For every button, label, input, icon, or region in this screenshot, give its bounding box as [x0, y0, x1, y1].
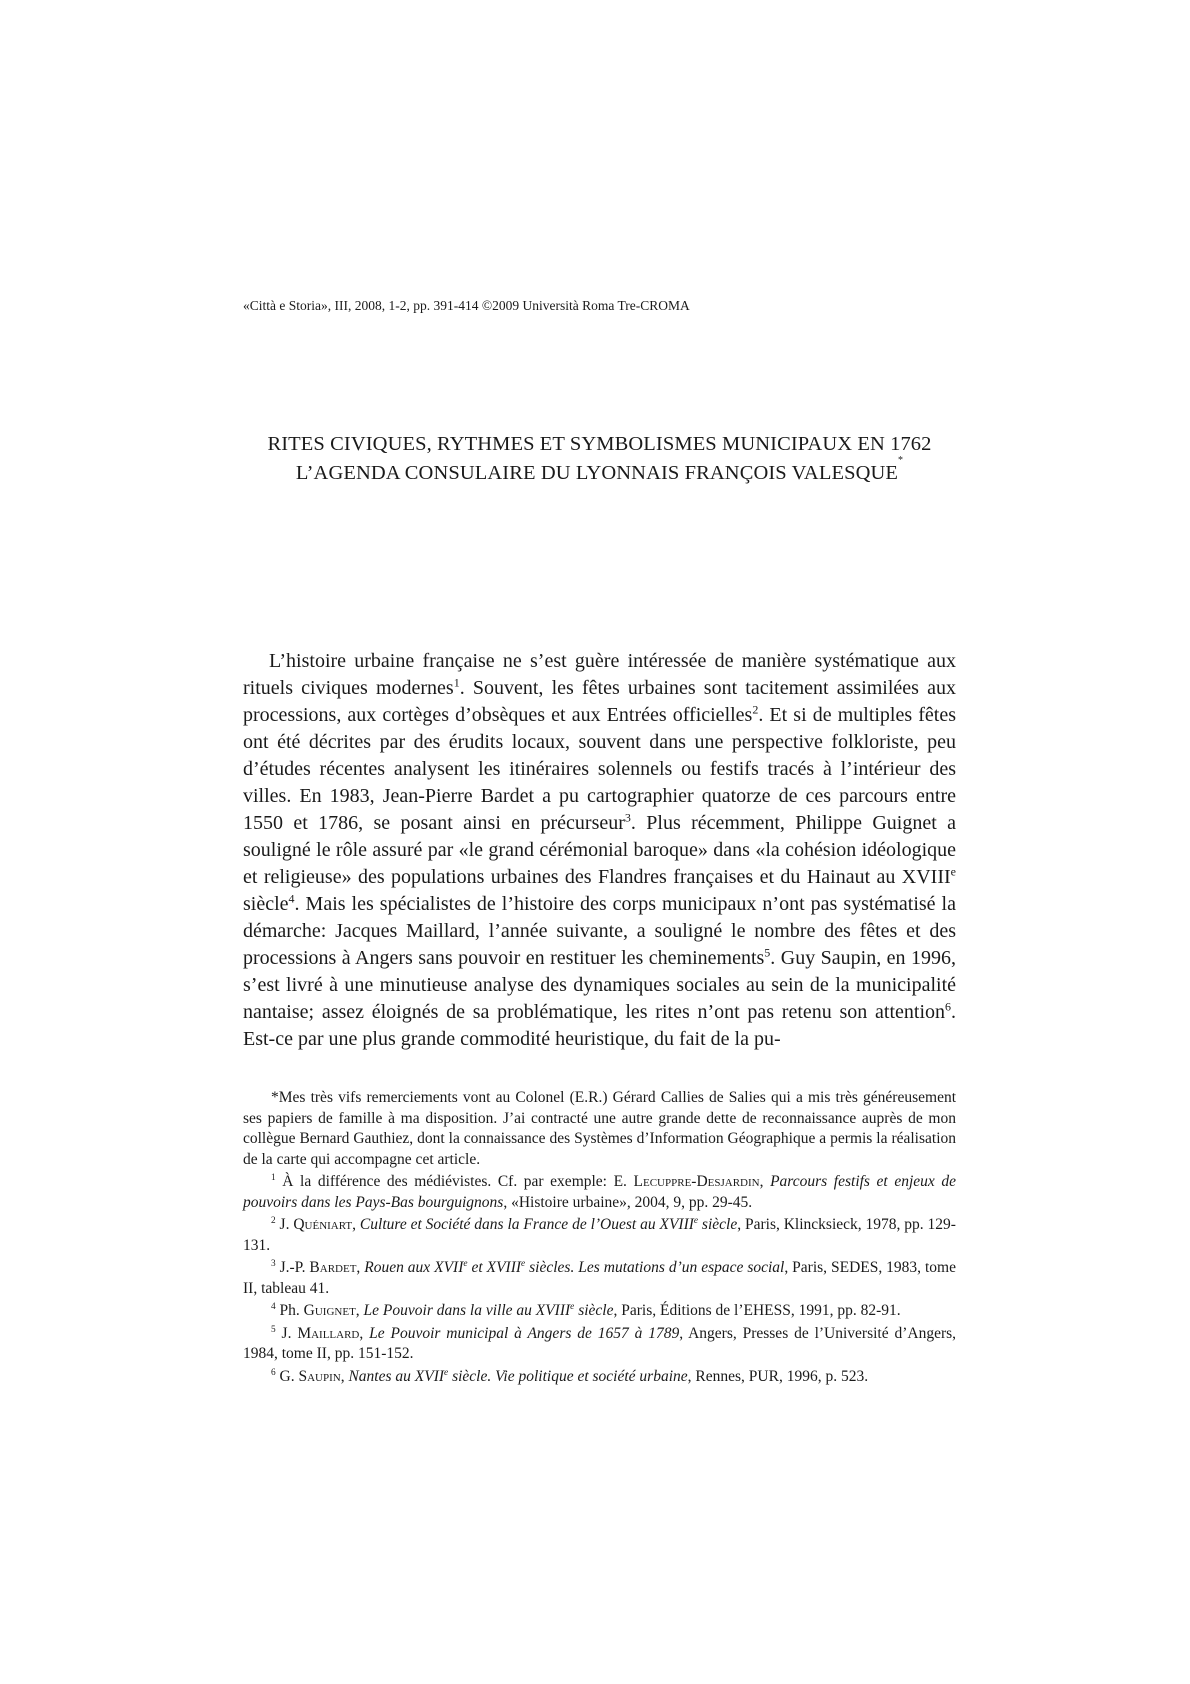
footnote-ref-3: 3: [624, 810, 631, 825]
body-text-run: siècle: [243, 893, 289, 915]
title-part: siècles. Les mutations d’un espace social: [525, 1259, 785, 1276]
footnote-number: 5: [271, 1324, 276, 1335]
title-part: Nantes au XVII: [348, 1367, 445, 1385]
footnote-number: 2: [271, 1215, 276, 1226]
footnote-text: , «Histoire urbaine», 2004, 9, pp. 29-45.: [503, 1193, 753, 1211]
footnote-author: Lecuppre-Desjardin: [633, 1173, 760, 1190]
footnote-ref-1: 1: [453, 675, 460, 690]
footnote-work-title: [360, 1216, 737, 1233]
century-superscript: e: [693, 1215, 699, 1226]
footnotes: [243, 1088, 956, 1389]
title-part: siècle. Vie politique et société urbaine: [448, 1367, 688, 1385]
title-part: siècle: [574, 1302, 614, 1319]
footnote-text: , Angers, Presses de l’Université d’Angers, 1984, tome II, pp. 151-152.: [243, 1324, 957, 1362]
footnote-1: [243, 1172, 956, 1213]
title-part: Rouen aux XVII: [364, 1259, 464, 1276]
body-text-run: . Mais les spécialistes de l’histoire des corps municipaux n’ont pas systématisé la démarche: Jacques Maillard, l’année suivante, a souligné le nombre des fêtes et des processions à Angers sans pouvoir en restituer les cheminements: [243, 893, 956, 969]
footnote-number: 3: [271, 1258, 276, 1269]
footnote-3: [243, 1258, 956, 1299]
body-text-run: . Est-ce par une plus grande commodité heuristique, du fait de la pu-: [243, 1001, 956, 1050]
body-text-run: . Souvent, les fêtes urbaines sont tacitement assimilées aux processions, aux cortèges d’obsèques et aux Entrées officielles: [243, 677, 956, 726]
footnote-text: ,: [352, 1216, 360, 1233]
footnote-text: ,: [359, 1324, 370, 1342]
footnote-6: [243, 1367, 956, 1388]
footnote-author: Saupin: [298, 1367, 341, 1385]
footnote-2: [243, 1215, 956, 1256]
footnote-work-title: [364, 1302, 614, 1319]
footnote-ref-6: 6: [945, 999, 951, 1014]
title-footnote-mark: *: [898, 455, 904, 466]
footnote-text: Mes très vifs remerciements vont au Colonel (E.R.) Gérard Callies de Salies qui a mis très généreusement ses papiers de famille à ma disposition. J’ai contracté une autre grande dette de reconnaissance auprès de mon collègue Bernard Gauthiez, dont la connaissance des Systèmes d’Information Géographique a permis la réalisation de la carte qui accompagne cet article.: [243, 1089, 956, 1168]
article-title: [243, 430, 956, 488]
footnote-text: À la différence des médiévistes. Cf. par exemple: E.: [282, 1173, 634, 1190]
footnote-ref-5: 5: [764, 945, 771, 960]
footnote-text: J.: [281, 1324, 298, 1342]
body-text-run: . Guy Saupin, en 1996, s’est livré à une minutieuse analyse des dynamiques sociales au sein de la municipalité nantaise; assez éloignés de sa problématique, les rites n’ont pas retenu son attention: [243, 947, 956, 1023]
footnote-author: Quéniart: [293, 1216, 353, 1233]
footnote-4: [243, 1301, 956, 1322]
century-superscript: e: [570, 1301, 575, 1312]
footnote-text: , Paris, Éditions de l’EHESS, 1991, pp. 82-91.: [613, 1302, 901, 1319]
footnote-text: , Paris, Klincksieck, 1978, pp. 129-131.: [243, 1216, 956, 1254]
body-text-run: . Plus récemment, Philippe Guignet a souligné le rôle assuré par «le grand cérémonial baroque» dans «la cohésion idéologique et religieuse» des populations urbaines des Flandres françaises et du Hainaut au XVIII: [243, 812, 957, 888]
footnote-number: 1: [271, 1172, 276, 1183]
journal-citation: «Città e Storia», III, 2008, 1-2, pp. 391-414 ©2009 Università Roma Tre-CROMA: [243, 298, 690, 313]
footnote-work-title: [364, 1259, 784, 1276]
footnote-work-title: [348, 1368, 687, 1385]
footnote-text: Ph.: [279, 1302, 304, 1319]
body-paragraph: [243, 648, 956, 1053]
footnote-ref-2: 2: [752, 702, 759, 717]
footnote-work-title: Le Pouvoir municipal à Angers de 1657 à 1789: [369, 1324, 680, 1342]
title-part: siècle: [698, 1216, 738, 1233]
title-part: et XVIII: [467, 1259, 522, 1276]
footnote-text: , Paris, SEDES, 1983, tome II, tableau 41.: [243, 1259, 956, 1297]
body-text: [243, 648, 956, 1053]
century-superscript: e: [444, 1367, 449, 1378]
title-part: Le Pouvoir dans la ville au XVIII: [363, 1302, 571, 1319]
footnote-star: [243, 1088, 956, 1170]
footnote-author: Maillard: [297, 1324, 360, 1342]
footnote-ref-4: 4: [288, 891, 295, 906]
footnote-text: J.-P.: [279, 1259, 310, 1276]
footnote-number: 4: [271, 1301, 276, 1312]
title-line-1: RITES CIVIQUES, RYTHMES ET SYMBOLISMES MUNICIPAUX EN 1762: [267, 433, 932, 455]
footnote-work-title: Parcours festifs et enjeux de pouvoirs dans les Pays-Bas bourguignons: [243, 1173, 956, 1211]
body-text-run: L’histoire urbaine française ne s’est guère intéressée de manière systématique aux rituels civiques modernes: [243, 650, 956, 699]
footnote-text: ,: [340, 1367, 349, 1385]
footnote-number: 6: [271, 1367, 276, 1378]
footnote-text: ,: [356, 1259, 365, 1276]
century-superscript: e: [463, 1258, 468, 1269]
century-superscript: e: [521, 1258, 526, 1269]
footnote-mark: *: [271, 1089, 279, 1106]
century-superscript: e: [950, 864, 956, 879]
body-text-run: . Et si de multiples fêtes ont été décrites par des érudits locaux, souvent dans une perspective folkloriste, peu d’études récentes analysent les itinéraires solennels ou festifs tracés à l’intérieur des villes. En 1983, Jean-Pierre Bardet a pu cartographier quatorze de ces parcours entre 1550 et 1786, se posant ainsi en précurseur: [243, 704, 956, 834]
title-line-2-text: L’AGENDA CONSULAIRE DU LYONNAIS FRANÇOIS VALESQUE: [295, 462, 899, 484]
footnote-text: , Rennes, PUR, 1996, p. 523.: [687, 1367, 869, 1385]
footnote-author: Guignet: [303, 1302, 356, 1319]
footnote-author: Bardet: [309, 1259, 357, 1276]
title-part: Culture et Société dans la France de l’Ouest au XVIII: [359, 1216, 694, 1233]
title-line-2: [243, 455, 956, 488]
footnote-text: ,: [355, 1302, 364, 1319]
footnote-text: ,: [759, 1173, 771, 1190]
footnote-text: J.: [279, 1216, 294, 1233]
footnote-5: [243, 1324, 956, 1365]
footnote-text: G.: [279, 1367, 299, 1385]
